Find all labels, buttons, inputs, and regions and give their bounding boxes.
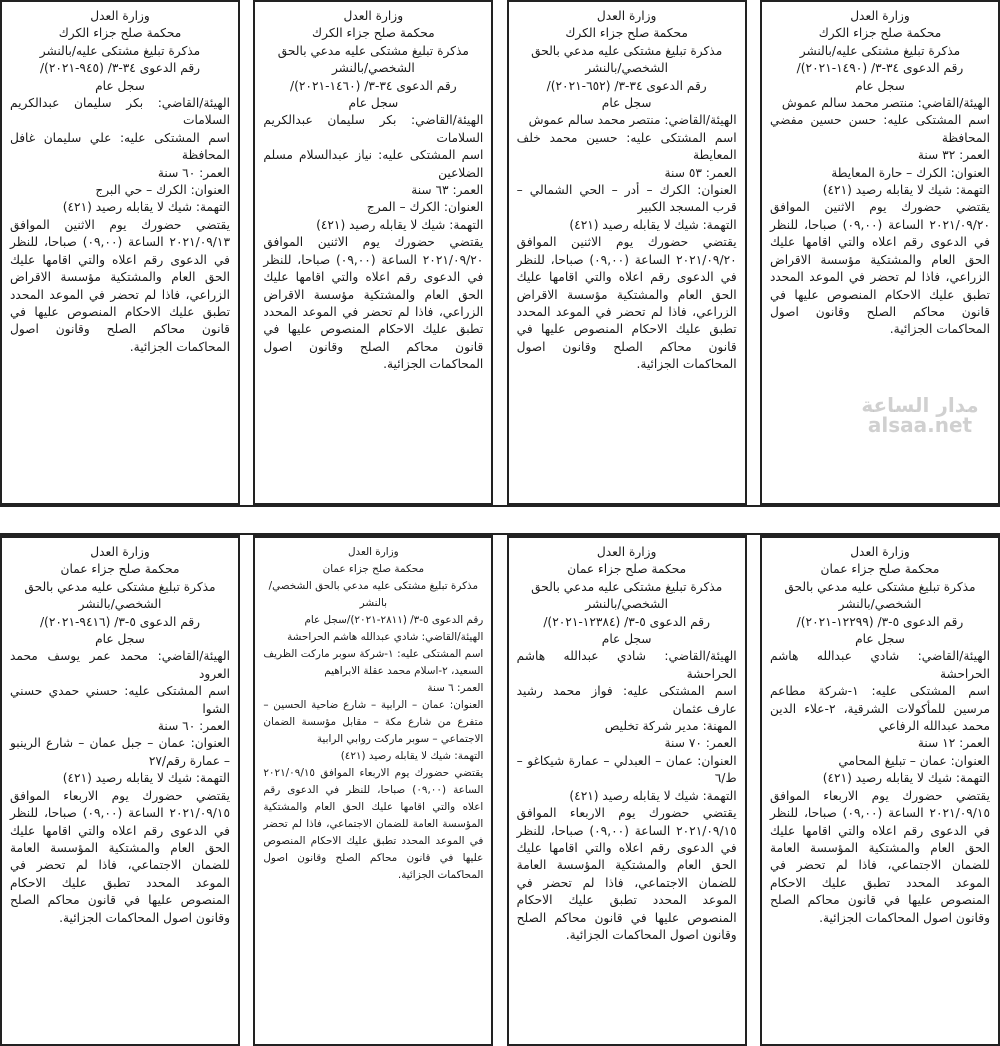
notice-card [760, 0, 1000, 505]
court-name: محكمة صلح جزاء عمان [820, 562, 940, 577]
age: العمر: ٦ سنة [427, 682, 484, 694]
court-name: محكمة صلح جزاء عمان [60, 562, 180, 577]
notice-body: يقتضي حضورك يوم الاربعاء الموافق ٢٠٢١/٠٩/١٥ الساعة (٠٩,٠٠) صباحا، للنظر في الدعوى رقم اعلاه والتي اقامها عليك الحق العام والمشتكية المؤسسة العامة للضمان الاجتماعي، فاذا لم تحضر في الموعد المحدد تطبق عليك الاحكام المنصوص عليها في قانون محاكم الصلح وقانون اصول المحاكمات الجزائية. [263, 767, 484, 881]
judge: الهيئة/القاضي: منتصر محمد سالم عموش [528, 113, 737, 128]
judge: الهيئة/القاضي: شادي عبدالله هاشم الحراحشة [769, 649, 990, 681]
ministry-title: وزارة العدل [90, 545, 150, 559]
defendant: اسم المشتكى عليه: فواز محمد رشيد عارف عثمان [516, 684, 737, 716]
register-type: سجل عام [348, 96, 399, 111]
address: العنوان: الكرك – المرج [366, 200, 484, 215]
notices-row-top [0, 0, 1000, 505]
judge: الهيئة/القاضي: بكر سليمان عبدالكريم السلامات [263, 113, 484, 145]
age: العمر: ١٢ سنة [917, 736, 990, 751]
defendant: اسم المشتكى عليه: علي سليمان غافل المحافظة [10, 130, 230, 163]
notice-card [760, 535, 1000, 1046]
watermark-arabic: مدار الساعة [861, 393, 979, 417]
charge: التهمة: شيك لا يقابله رصيد (٤٢١) [62, 771, 230, 786]
defendant: اسم المشتكى عليه: حسن حسين مفضي المحافظة [769, 113, 990, 145]
memo-title: مذكرة تبليغ مشتكى عليه/بالنشر [39, 43, 201, 58]
defendant: اسم المشتكى عليه: حسني حمدي حسني الشوا [10, 684, 230, 716]
notice-body: يقتضي حضورك يوم الاربعاء الموافق ٢٠٢١/٠٩/١٥ الساعة (٠٩,٠٠) صباحا، للنظر في الدعوى رقم اعلاه والتي اقامها عليك الحق العام والمشتكية المؤسسة العامة للضمان الاجتماعي، فاذا لم تحضر في الموعد المحدد تطبق عليك الاحكام المنصوص عليها في قانون محاكم الصلح وقانون اصول المحاكمات الجزائية. [10, 788, 231, 925]
case-number: رقم الدعوى ٣٤-٣/ (٩٤٥-٢٠٢١)/ [39, 61, 201, 76]
case-number: رقم الدعوى ٥-٣/ (٢٨١١-٢٠٢١)/سجل عام [304, 614, 484, 626]
notices-row-bottom [0, 535, 1000, 1046]
age: العمر: ٥٣ سنة [664, 165, 737, 180]
case-number: رقم الدعوى ٣٤-٣/ (١٤٦٠-٢٠٢١)/ [290, 78, 457, 93]
court-name: محكمة صلح جزاء الكرك [58, 26, 182, 41]
ministry-title: وزارة العدل [596, 545, 657, 559]
watermark-latin: alsaa.net [867, 413, 973, 437]
charge: التهمة: شيك لا يقابله رصيد (٤٢١) [62, 200, 230, 215]
memo-title: مذكرة تبليغ مشتكى عليه مدعي بالحق الشخصي/بالنشر [784, 579, 976, 612]
charge: التهمة: شيك لا يقابله رصيد (٤٢١) [822, 771, 990, 786]
register-type: سجل عام [95, 632, 145, 647]
address: العنوان: عمان – تبليغ المحامي [838, 753, 990, 768]
address: العنوان: عمان – العبدلي – عمارة شيكاغو – ط/٦ [516, 753, 737, 786]
ministry-title: وزارة العدل [850, 545, 910, 559]
defendant: اسم المشتكى عليه: ١-شركة مطاعم مرسين للمأكولات الشرقية، ٢-علاء الدين محمد عبدالله الرفاعي [769, 684, 990, 734]
age: العمر: ٦٣ سنة [411, 183, 484, 198]
notice-card [0, 0, 240, 505]
judge: الهيئة/القاضي: شادي عبدالله هاشم الحراحشة [287, 631, 484, 643]
judge: الهيئة/القاضي: منتصر محمد سالم عموش [781, 96, 990, 111]
judge: الهيئة/القاضي: شادي عبدالله هاشم الحراحشة [516, 649, 737, 681]
court-name: محكمة صلح جزاء الكرك [312, 26, 435, 41]
memo-title: مذكرة تبليغ مشتكى عليه/بالنشر [799, 43, 961, 58]
memo-title: مذكرة تبليغ مشتكى عليه مدعي بالحق الشخصي/بالنشر [268, 580, 479, 609]
court-name: محكمة صلح جزاء الكرك [818, 26, 942, 41]
court-name: محكمة صلح جزاء الكرك [565, 26, 688, 41]
row-separator [0, 505, 1000, 535]
defendant: اسم المشتكى عليه: نياز عبدالسلام مسلم الضلاعين [263, 148, 484, 180]
case-number: رقم الدعوى ٥-٣/ (١٢٢٩٩-٢٠٢١)/ [796, 614, 964, 629]
age: العمر: ٦٠ سنة [157, 719, 230, 734]
register-type: سجل عام [95, 78, 145, 93]
charge: التهمة: شيك لا يقابله رصيد (٤٢١) [316, 217, 484, 232]
defendant: اسم المشتكى عليه: ١-شركة سوبر ماركت الظريف السعيد، ٢-اسلام محمد عقلة الابراهيم [263, 648, 484, 677]
charge: التهمة: شيك لا يقابله رصيد (٤٢١) [569, 217, 737, 232]
charge: التهمة: شيك لا يقابله رصيد (٤٢١) [569, 788, 737, 803]
notice-body: يقتضي حضورك يوم الاربعاء الموافق ٢٠٢١/٠٩/١٥ الساعة (٠٩,٠٠) صباحا، للنظر في الدعوى رقم اعلاه والتي اقامها عليك الحق العام والمشتكية المؤسسة العامة للضمان الاجتماعي، فاذا لم تحضر في الموعد المحدد تطبق عليك الاحكام المنصوص عليها في قانون محاكم الصلح وقانون اصول المحاكمات الجزائية. [516, 806, 737, 942]
ministry-title: وزارة العدل [850, 9, 910, 23]
judge: الهيئة/القاضي: محمد عمر يوسف محمد العرود [10, 649, 230, 681]
ministry-title: وزارة العدل [90, 9, 150, 23]
notice-body: يقتضي حضورك يوم الاثنين الموافق ٢٠٢١/٠٩/١٣ الساعة (٠٩,٠٠) صباحا، للنظر في الدعوى رقم اعلاه والتي اقامها عليك الحق العام والمشتكية مؤسسة الاقراض الزراعي، فاذا لم تحضر في الموعد المحدد تطبق عليك الاحكام المنصوص عليها في قانون محاكم الصلح وقانون اصول المحاكمات الجزائية. [10, 217, 231, 354]
age: العمر: ٧٠ سنة [664, 736, 737, 751]
judge: الهيئة/القاضي: بكر سليمان عبدالكريم السلامات [10, 96, 230, 128]
register-type: سجل عام [601, 632, 652, 647]
memo-title: مذكرة تبليغ مشتكى عليه مدعي بالحق الشخصي/بالنشر [277, 43, 469, 76]
address: العنوان: الكرك – حارة المعايطة [831, 165, 990, 180]
case-number: رقم الدعوى ٥-٣/ (١٢٣٨٤-٢٠٢١)/ [543, 614, 710, 629]
notice-card [507, 535, 747, 1046]
address: العنوان: عمان – الرابية – شارع ضاحية الحسين – متفرع من شارع مكة – مقابل مؤسسة الضمان الاجتماعي – سوبر ماركت روابي الرابية [263, 699, 484, 745]
notice-card [253, 535, 493, 1046]
register-type: سجل عام [855, 78, 905, 93]
court-name: محكمة صلح جزاء عمان [567, 562, 687, 577]
charge: التهمة: شيك لا يقابله رصيد (٤٢١) [822, 183, 990, 198]
address: العنوان: عمان – جبل عمان – شارع الرينبو – عمارة رقم/٢٧ [10, 736, 230, 768]
notice-body: يقتضي حضورك يوم الاثنين الموافق ٢٠٢١/٠٩/٢٠ الساعة (٠٩,٠٠) صباحا، للنظر في الدعوى رقم اعلاه والتي اقامها عليك الحق العام والمشتكية مؤسسة الاقراض الزراعي، فاذا لم تحضر في الموعد المحدد تطبق عليك الاحكام المنصوص عليها في قانون محاكم الصلح وقانون اصول المحاكمات الجزائية. [769, 200, 990, 337]
memo-title: مذكرة تبليغ مشتكى عليه مدعي بالحق الشخصي/بالنشر [531, 43, 723, 76]
occupation: المهنة: مدير شركة تخليص [604, 719, 737, 734]
notice-body: يقتضي حضورك يوم الاثنين الموافق ٢٠٢١/٠٩/٢٠ الساعة (٠٩,٠٠) صباحا، للنظر في الدعوى رقم اعلاه والتي اقامها عليك الحق العام والمشتكية مؤسسة الاقراض الزراعي، فاذا لم تحضر في الموعد المحدد تطبق عليك الاحكام المنصوص عليها في قانون محاكم الصلح وقانون اصول المحاكمات الجزائية. [263, 235, 484, 372]
ministry-title: وزارة العدل [343, 9, 404, 23]
case-number: رقم الدعوى ٣٤-٣/ (١٤٩٠-٢٠٢١)/ [796, 61, 964, 76]
ministry-title: وزارة العدل [347, 546, 399, 558]
case-number: رقم الدعوى ٣٤-٣/ (٦٥٢-٢٠٢١)/ [546, 78, 707, 93]
address: العنوان: الكرك – أدر – الحي الشمالي – قرب المسجد الكبير [516, 183, 737, 215]
notice-card [507, 0, 747, 505]
notice-card [253, 0, 493, 505]
age: العمر: ٣٢ سنة [917, 148, 990, 163]
court-name: محكمة صلح جزاء عمان [322, 563, 425, 575]
register-type: سجل عام [601, 96, 652, 111]
notice-body: يقتضي حضورك يوم الاربعاء الموافق ٢٠٢١/٠٩/١٥ الساعة (٠٩,٠٠) صباحا، للنظر في الدعوى رقم اعلاه والتي اقامها عليك الحق العام والمشتكية المؤسسة العامة للضمان الاجتماعي، فاذا لم تحضر في الموعد المحدد تطبق عليك الاحكام المنصوص عليها في قانون محاكم الصلح وقانون اصول المحاكمات الجزائية. [769, 788, 990, 925]
case-number: رقم الدعوى ٥-٣/ (٩٤١٦-٢٠٢١)/ [39, 614, 201, 629]
register-type: سجل عام [855, 632, 905, 647]
notice-body: يقتضي حضورك يوم الاثنين الموافق ٢٠٢١/٠٩/٢٠ الساعة (٠٩,٠٠) صباحا، للنظر في الدعوى رقم اعلاه والتي اقامها عليك الحق العام والمشتكية مؤسسة الاقراض الزراعي، فاذا لم تحضر في الموعد المحدد تطبق عليك الاحكام المنصوص عليها في قانون محاكم الصلح وقانون اصول المحاكمات الجزائية. [516, 235, 737, 372]
memo-title: مذكرة تبليغ مشتكى عليه مدعي بالحق الشخصي/بالنشر [24, 579, 216, 612]
age: العمر: ٦٠ سنة [157, 165, 230, 180]
address: العنوان: الكرك – حي البرج [95, 183, 230, 198]
notice-card [0, 535, 240, 1046]
charge: التهمة: شيك لا يقابله رصيد (٤٢١) [340, 750, 484, 762]
defendant: اسم المشتكى عليه: حسين محمد خلف المعايطة [516, 130, 737, 163]
memo-title: مذكرة تبليغ مشتكى عليه مدعي بالحق الشخصي/بالنشر [531, 579, 723, 612]
ministry-title: وزارة العدل [596, 9, 657, 23]
